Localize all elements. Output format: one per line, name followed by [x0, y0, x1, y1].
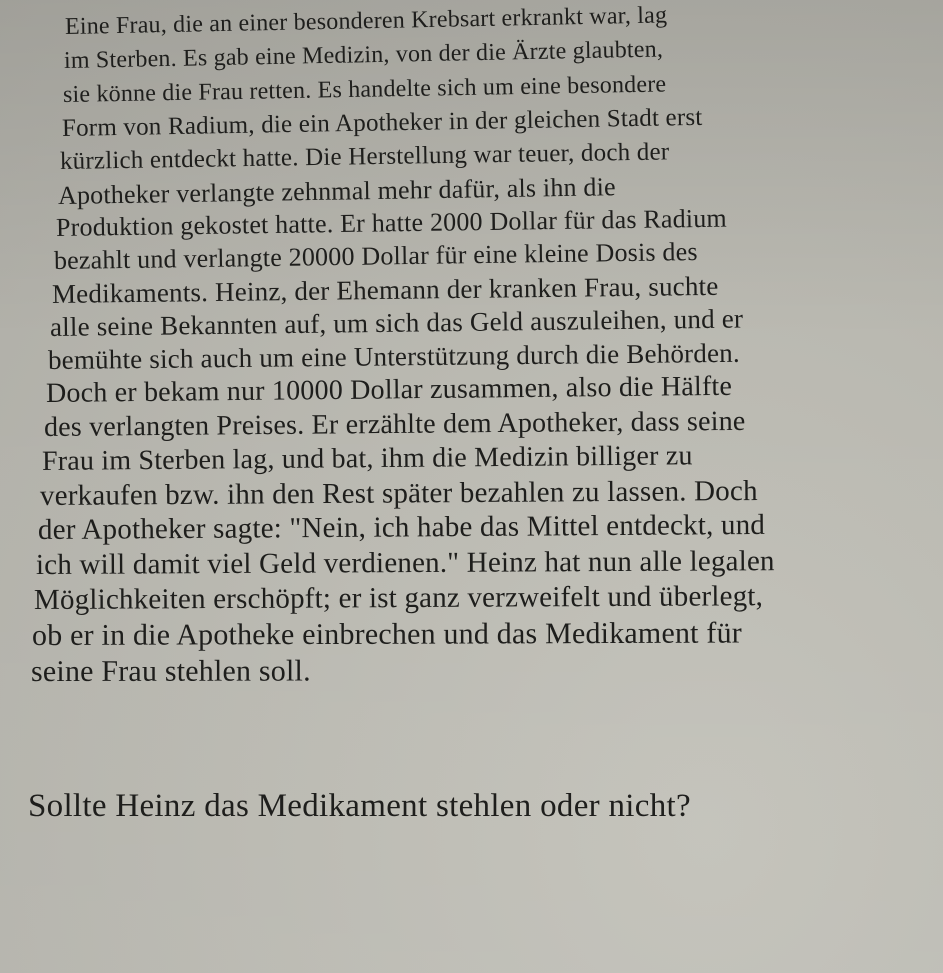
passage-line: Apotheker verlangte zehnmal mehr dafür, als ihn die — [57, 172, 616, 210]
passage-line: des verlangten Preises. Er erzählte dem Apotheker, dass seine — [43, 405, 746, 443]
discussion-question: Sollte Heinz das Medikament stehlen oder nicht? — [28, 788, 691, 824]
passage-line: Produktion gekostet hatte. Er hatte 2000 Dollar für das Radium — [55, 203, 728, 242]
passage-line: seine Frau stehlen soll. — [30, 654, 311, 688]
passage-line: Doch er bekam nur 10000 Dollar zusammen, also die Hälfte — [45, 370, 733, 409]
passage-line: verkaufen bzw. ihn den Rest später bezahlen zu lassen. Doch — [39, 474, 758, 512]
passage-line: Form von Radium, die ein Apotheker in der gleichen Stadt erst — [61, 103, 703, 142]
passage-line: ob er in die Apotheke einbrechen und das Medikament für — [31, 616, 743, 652]
passage-line: kürzlich entdeckt hatte. Die Herstellung war teuer, doch der — [59, 138, 670, 175]
passage-line: im Sterben. Es gab eine Medizin, von der die Ärzte glaubten, — [63, 36, 664, 74]
passage-line: bemühte sich auch um eine Unterstützung durch die Behörden. — [47, 337, 740, 375]
passage-line: alle seine Bekannten auf, um sich das Geld auszuleihen, und er — [49, 303, 744, 342]
passage-line: Eine Frau, die an einer besonderen Krebsart erkrankt war, lag — [64, 2, 668, 40]
passage-line: ich will damit viel Geld verdienen." Heinz hat nun alle legalen — [35, 545, 775, 581]
passage-line: Frau im Sterben lag, und bat, ihm die Medizin billiger zu — [41, 440, 693, 477]
passage-line: bezahlt und verlangte 20000 Dollar für eine kleine Dosis des — [53, 237, 698, 275]
passage-line: sie könne die Frau retten. Es handelte sich um eine besondere — [62, 71, 667, 108]
passage-line: Medikaments. Heinz, der Ehemann der kranken Frau, suchte — [51, 270, 719, 309]
passage-line: der Apotheker sagte: "Nein, ich habe das Mittel entdeckt, und — [37, 508, 766, 546]
passage-line: Möglichkeiten erschöpft; er ist ganz verzweifelt und überlegt, — [33, 580, 764, 616]
